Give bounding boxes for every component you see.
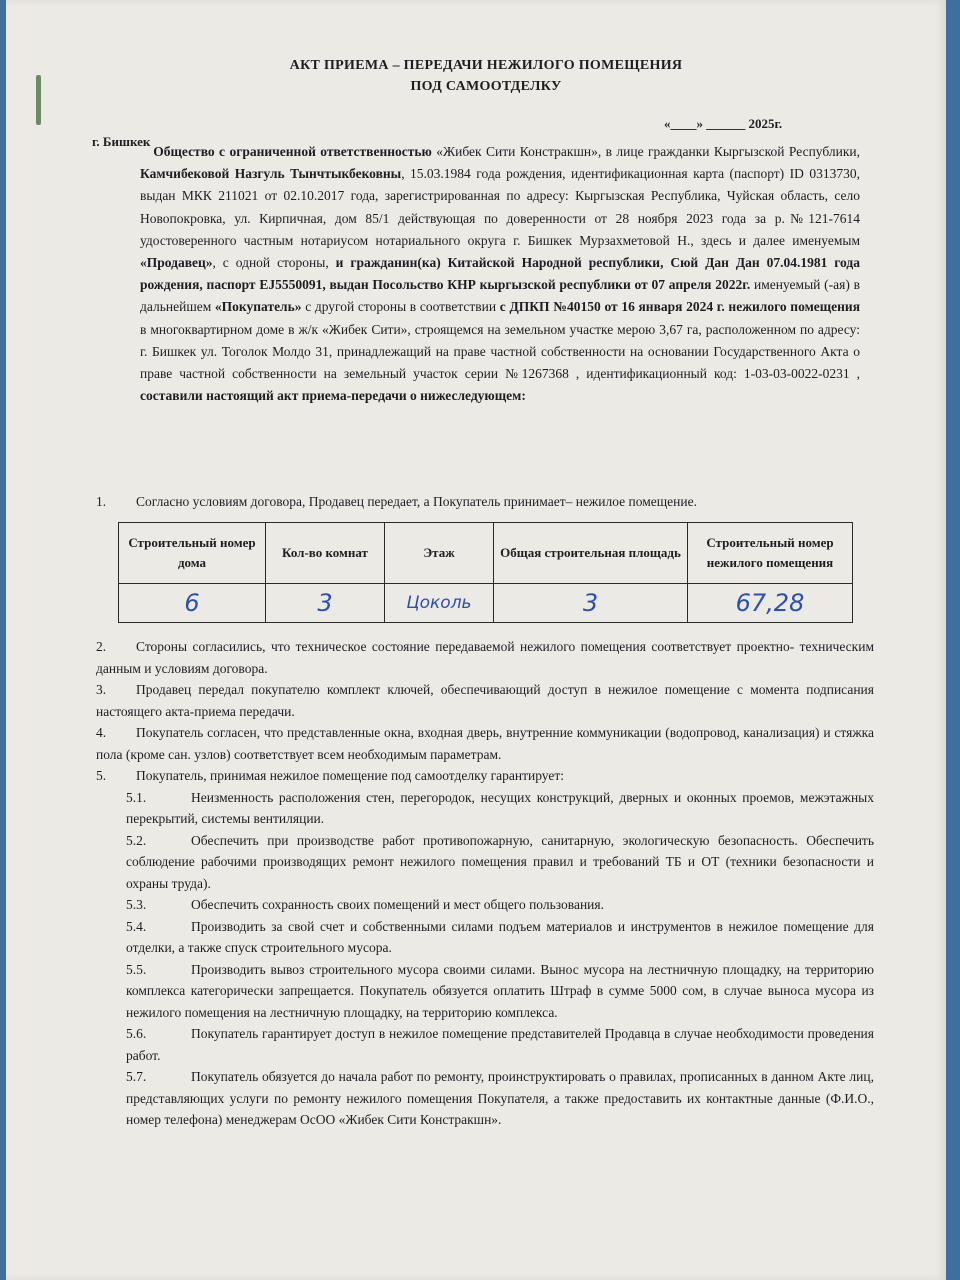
document: [6, 0, 946, 1280]
subclause-number: 5.1.: [126, 789, 147, 805]
subclause-text: Покупатель обязуется до начала работ по ремонту, проинструктировать о правилах, прописанных в данном Акте лиц, представляющих услуги по ремонту нежилого помещения Покупателя, а также предоставить их контактные данные (Ф.И.О., номер телефона) менеджерам ОсОО «Жибек Сити Констракшн».: [126, 1069, 874, 1127]
subclause-5-6: [96, 1023, 874, 1066]
intro-buyer-details: и гражданин(ка) Китайской Народной республики, Сюй Дан Дан 07.04.1981 года рождения, паспорт EJ5550091, выдан Посольство КНР кыргызской республики от 07 апреля 2022г.: [140, 255, 860, 293]
table-cell-handwritten: 67,28: [688, 584, 853, 623]
document-sheet: [6, 0, 946, 1280]
premises-table: [118, 522, 853, 623]
intro-text: в многоквартирном доме в ж/к «Жибек Сити», строящемся на земельном участке мерою 3,67 га, расположенном по адресу: г. Бишкек ул. Тоголок Молдо 31, принадлежащий на праве частной собственности на основании Государственного Акта о праве частной собственности на земельный участок серии №1267368 , идентификационный код: 1-03-03-0022-0231 ,: [140, 321, 860, 382]
table-cell-handwritten: 6: [119, 584, 266, 623]
intro-text: с другой стороны в соответствии: [301, 299, 500, 315]
subclause-5-7: [96, 1066, 874, 1131]
table-row: [119, 584, 853, 623]
intro-paragraph: [140, 141, 860, 407]
intro-text: , 15.03.1984 года рождения, идентификационная карта (паспорт) ID 0313730, выдан МКК 211021 от 02.10.2017 года, зарегистрированная по адресу: Кыргызская Республика, Чуйская область, село Новопокровка, ул. Кирпичная, дом 85/1 действующая по доверенности от 28 ноября 2023 года за р.№121-7614 удостоверенного частным нотариусом нотариального округа г. Бишкек Мурзахметовой Н., здесь и далее именуемым: [140, 166, 860, 248]
clause-3: [96, 679, 874, 722]
clause-number: 1.: [96, 494, 107, 509]
clause-5: [96, 765, 874, 787]
intro-text: «Жибек Сити Констракшн», в лице гражданки Кыргызской Республики,: [431, 144, 861, 159]
clause-number: 5.: [96, 768, 107, 783]
clause-2: [96, 636, 874, 679]
subclause-5-2: [96, 830, 874, 895]
clause-4: [96, 722, 874, 765]
table-header: Общая строительная площадь: [494, 523, 688, 584]
table-header-row: [119, 523, 853, 584]
subclause-text: Производить за свой счет и собственными силами подъем материалов и инструментов в нежилое помещение для отделки, а также спуск строительного мусора.: [126, 918, 874, 955]
subclause-number: 5.4.: [126, 918, 147, 934]
clause-number: 2.: [96, 639, 107, 654]
intro-seller: «Продавец»: [140, 255, 213, 271]
table-header: Строительный номер нежилого помещения: [688, 523, 853, 584]
intro-buyer: «Покупатель»: [214, 299, 302, 315]
intro-company: Общество с ограниченной ответственностью: [153, 144, 432, 159]
clause-text: Покупатель согласен, что представленные окна, входная дверь, внутренние коммуникации (водопровод, канализация) и стяжка пола (кроме сан. узлов) соответствует всем необходимым параметрам.: [96, 725, 874, 762]
intro-contract: с ДПКП №40150 от 16 января 2024 г.: [499, 299, 725, 315]
clauses: [96, 636, 874, 1131]
clause-text: Продавец передал покупателю комплект ключей, обеспечивающий доступ в нежилое помещение с момента подписания настоящего акта-приема передачи.: [96, 682, 874, 719]
table-header: Кол-во комнат: [266, 523, 385, 584]
subclause-5-4: [96, 916, 874, 959]
table-header: Этаж: [385, 523, 494, 584]
subclause-5-5: [96, 959, 874, 1024]
subclause-text: Неизменность расположения стен, перегородок, несущих конструкций, дверных и оконных проемов, межэтажных перекрытий, системы вентиляции.: [126, 789, 874, 826]
intro-premises: нежилого помещения: [728, 299, 861, 315]
table-cell-handwritten: 3: [266, 584, 385, 623]
subclause-5-3: [96, 894, 874, 916]
clause-number: 4.: [96, 725, 107, 740]
subclause-number: 5.6.: [126, 1026, 147, 1041]
subclause-number: 5.3.: [126, 897, 147, 912]
clause-text: Покупатель, принимая нежилое помещение под самоотделку гарантирует:: [136, 768, 564, 783]
document-title: АКТ ПРИЕМА – ПЕРЕДАЧИ НЕЖИЛОГО ПОМЕЩЕНИЯ: [289, 58, 683, 73]
table-cell-handwritten: 3: [494, 584, 688, 623]
subclause-text: Обеспечить при производстве работ противопожарную, санитарную, экологическую безопасность. Обеспечить соблюдение рабочими производящих ремонт нежилого помещения правил и требований ТБ и ОТ (техники безопасности и охраны труда).: [126, 832, 874, 891]
document-subtitle: ПОД САМООТДЕЛКУ: [410, 79, 562, 94]
subclause-number: 5.7.: [126, 1069, 147, 1084]
subclause-5-1: [96, 787, 874, 830]
table-header: Строительный номер дома: [119, 523, 266, 584]
subclause-number: 5.5.: [126, 961, 147, 977]
clause-text: Стороны согласились, что техническое состояние передаваемой нежилого помещения соответствует проектно- техническим данным и условиям договора.: [96, 639, 874, 676]
intro-text: , с одной стороны,: [212, 255, 336, 271]
subclause-text: Покупатель гарантирует доступ в нежилое помещение представителей Продавца в случае необходимости проведения работ.: [126, 1026, 874, 1063]
subclause-text: Обеспечить сохранность своих помещений и мест общего пользования.: [191, 897, 604, 912]
subclause-number: 5.2.: [126, 832, 147, 848]
clause-text: Согласно условиям договора, Продавец передает, а Покупатель принимает– нежилое помещение.: [136, 494, 697, 509]
subclause-text: Производить вывоз строительного мусора своими силами. Вынос мусора на лестничную площадку, на территорию комплекса категорически запрещается. Покупатель обязуется оплатить Штраф в сумме 5000 сом, в случае выноса мусора из нежилого помещения на лестничную площадку, на территорию комплекса.: [126, 961, 874, 1020]
intro-conclusion: составили настоящий акт приема-передачи о нижеследующем:: [140, 388, 526, 404]
intro-text: именуемый (-ая) в дальнейшем: [140, 277, 860, 315]
intro-representative: Камчибековой Назгуль Тынчтыкбековны: [140, 166, 402, 182]
document-city: г. Бишкек: [92, 134, 151, 149]
table-cell-handwritten: Цоколь: [385, 584, 494, 623]
clause-1: [96, 494, 697, 510]
document-date: «____» ______ 2025г.: [664, 116, 783, 131]
clause-number: 3.: [96, 682, 107, 697]
